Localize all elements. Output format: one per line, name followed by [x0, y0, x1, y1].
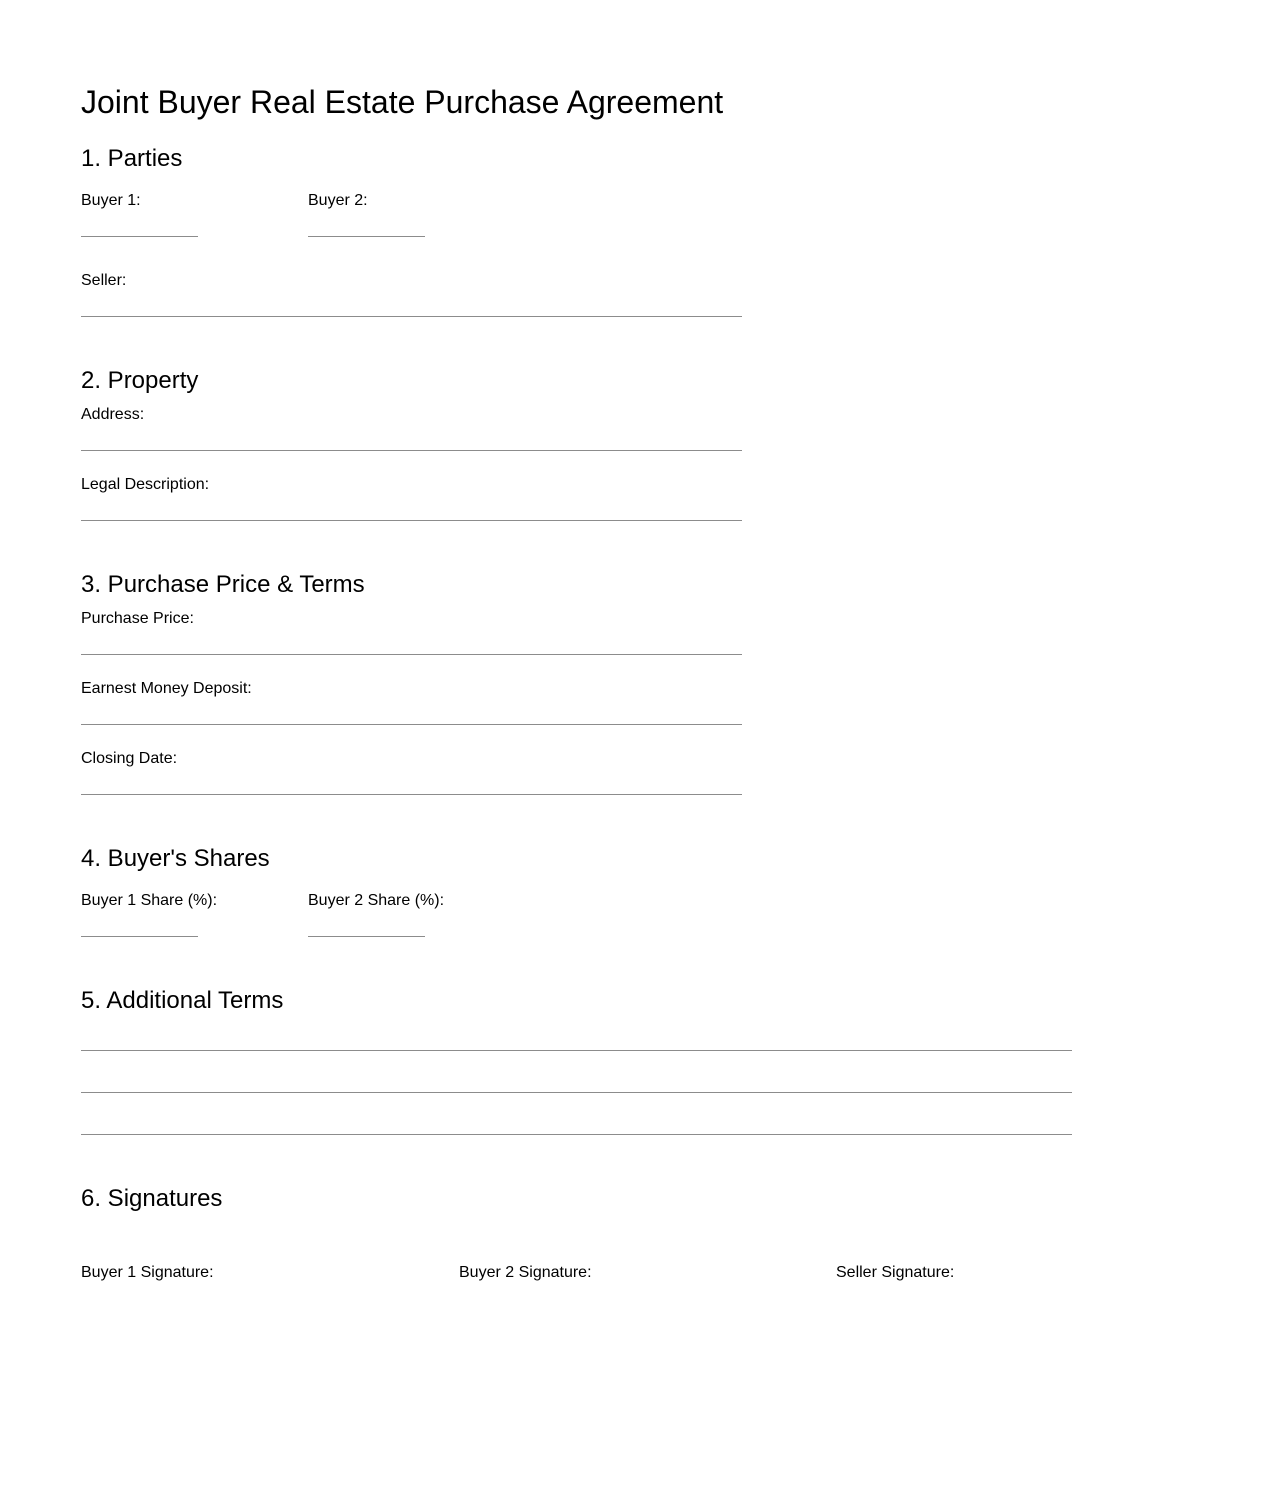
seller-field[interactable]	[81, 294, 746, 315]
additional-terms-line-3[interactable]	[81, 1112, 1076, 1133]
closing-date-underline	[81, 794, 742, 795]
purchase-price-underline	[81, 654, 742, 655]
signatures-heading: 6. Signatures	[81, 1185, 223, 1212]
seller-signature-label: Seller Signature:	[836, 1264, 955, 1281]
buyer1-label: Buyer 1:	[81, 192, 141, 209]
seller-underline	[81, 316, 742, 317]
buyer2-underline	[308, 236, 425, 237]
parties-heading: 1. Parties	[81, 145, 183, 172]
buyer2-label: Buyer 2:	[308, 192, 368, 209]
buyer2-signature-label: Buyer 2 Signature:	[459, 1264, 592, 1281]
additional-terms-underline-1	[81, 1050, 1072, 1051]
address-field[interactable]	[81, 428, 746, 449]
seller-label: Seller:	[81, 272, 127, 289]
address-underline	[81, 450, 742, 451]
legal-description-field[interactable]	[81, 498, 746, 519]
purchase-price-field[interactable]	[81, 632, 746, 653]
address-label: Address:	[81, 406, 145, 423]
additional-terms-line-2[interactable]	[81, 1070, 1076, 1091]
purchase-price-label: Purchase Price:	[81, 610, 194, 627]
price-heading: 3. Purchase Price & Terms	[81, 571, 365, 598]
legal-description-label: Legal Description:	[81, 476, 210, 493]
buyer1-underline	[81, 236, 198, 237]
closing-date-field[interactable]	[81, 772, 746, 793]
buyer1-signature-label: Buyer 1 Signature:	[81, 1264, 214, 1281]
buyer2-share-field[interactable]	[308, 914, 429, 935]
closing-date-label: Closing Date:	[81, 750, 178, 767]
buyer2-field[interactable]	[308, 214, 429, 235]
additional-terms-underline-3	[81, 1134, 1072, 1135]
buyer1-field[interactable]	[81, 214, 202, 235]
additional-terms-line-1[interactable]	[81, 1028, 1076, 1049]
buyer2-share-underline	[308, 936, 425, 937]
shares-heading: 4. Buyer's Shares	[81, 845, 270, 872]
additional-terms-heading: 5. Additional Terms	[81, 987, 284, 1014]
earnest-money-label: Earnest Money Deposit:	[81, 680, 252, 697]
document-title: Joint Buyer Real Estate Purchase Agreement	[81, 84, 724, 120]
property-heading: 2. Property	[81, 367, 199, 394]
buyer1-share-label: Buyer 1 Share (%):	[81, 892, 218, 909]
additional-terms-underline-2	[81, 1092, 1072, 1093]
buyer1-share-field[interactable]	[81, 914, 202, 935]
earnest-money-underline	[81, 724, 742, 725]
buyer2-share-label: Buyer 2 Share (%):	[308, 892, 445, 909]
earnest-money-field[interactable]	[81, 702, 746, 723]
buyer1-share-underline	[81, 936, 198, 937]
legal-description-underline	[81, 520, 742, 521]
